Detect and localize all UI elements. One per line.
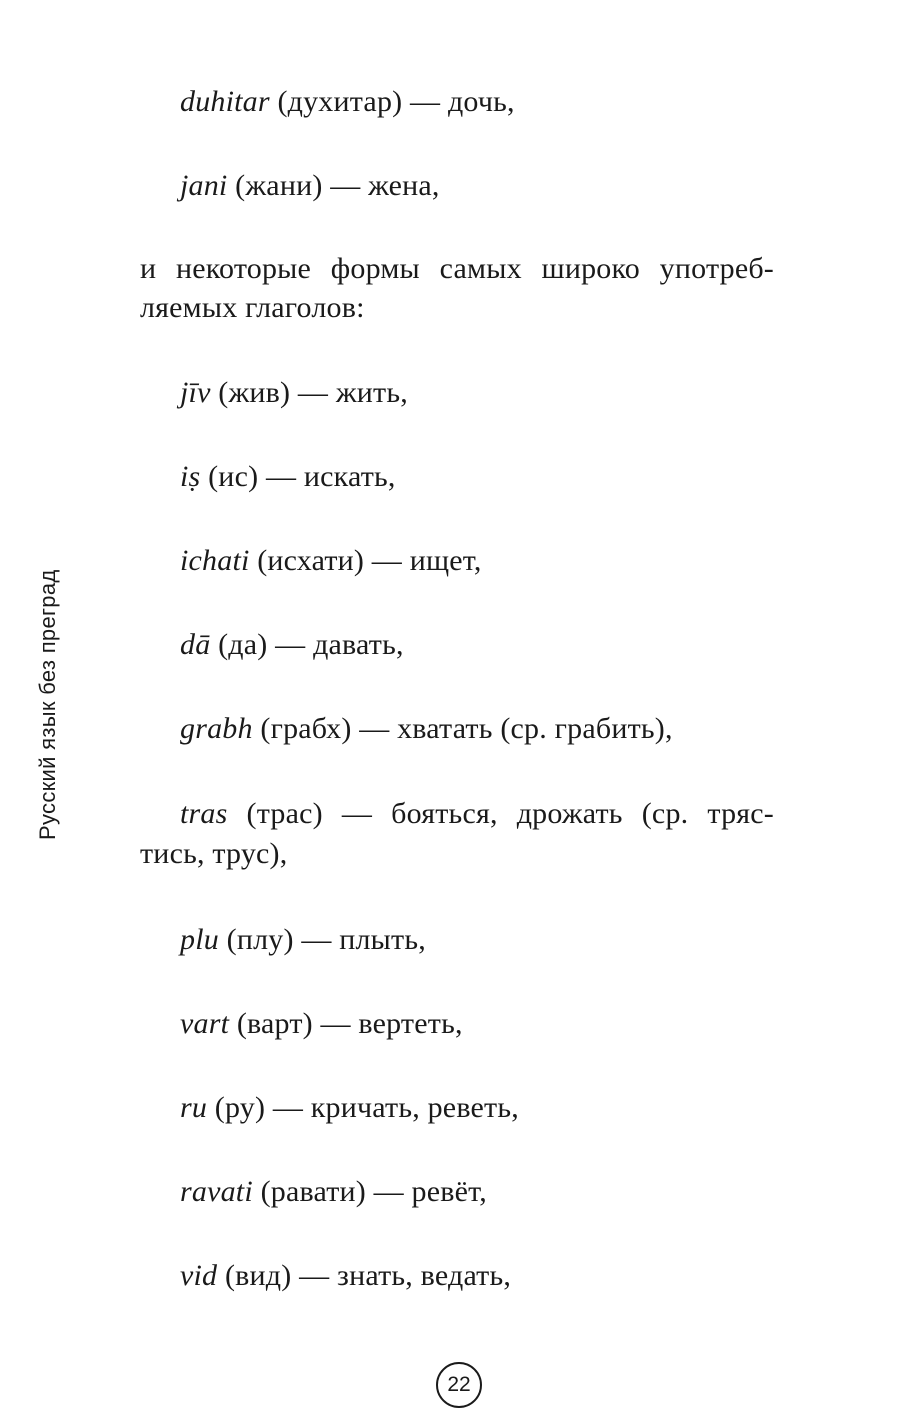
entry-line [180, 82, 515, 122]
entry-gloss: (жани) — жена, [227, 169, 440, 202]
entry-gloss: (трас) — бояться, дрожать (ср. тряс- [227, 797, 774, 830]
entry-gloss: (духитар) — дочь, [269, 85, 515, 118]
entry-gloss: (варт) — вертеть, [229, 1007, 463, 1040]
entry-term: grabh [180, 712, 253, 745]
entry-gloss: (ис) — искать, [200, 460, 396, 493]
entry-line [180, 166, 440, 206]
entry-gloss: (да) — давать, [210, 628, 404, 661]
entry-line [180, 1004, 463, 1044]
entry-continuation: тись, трус), [140, 837, 288, 870]
entry-term: plu [180, 923, 219, 956]
entry-term: vid [180, 1259, 218, 1292]
entry-term: vart [180, 1007, 230, 1040]
entry-line [180, 373, 408, 413]
entry-term: ravati [180, 1175, 253, 1208]
entry-term: jīv [180, 376, 211, 409]
entry-gloss: (жив) — жить, [210, 376, 408, 409]
entry-line [180, 1172, 487, 1212]
entry-term: ru [180, 1091, 208, 1124]
running-head: Русский язык без преград [35, 569, 60, 840]
entry-term: dā [180, 628, 211, 661]
entry-gloss: (ру) — кричать, реветь, [207, 1091, 519, 1124]
page-number: 22 [436, 1362, 482, 1408]
entry-line [180, 541, 482, 581]
entry-gloss: (равати) — ревёт, [252, 1175, 487, 1208]
entry-line [180, 920, 426, 960]
entry-term: tras [180, 797, 228, 830]
entry-term: duhitar [180, 85, 270, 118]
entry-gloss: (грабх) — хватать (ср. грабить), [252, 712, 673, 745]
entry-gloss: (вид) — знать, ведать, [217, 1259, 512, 1292]
entry-line [180, 625, 404, 665]
entry-gloss: (исхати) — ищет, [249, 544, 482, 577]
entry-term: ichati [180, 544, 250, 577]
entry-gloss: (плу) — плыть, [218, 923, 426, 956]
entry-line [180, 709, 673, 749]
entry-line [180, 794, 774, 834]
entry-line [180, 457, 396, 497]
entry-term: jani [180, 169, 228, 202]
entry-line [180, 1088, 519, 1128]
entry-line [180, 1256, 511, 1296]
entry-term: iṣ [180, 460, 201, 493]
paragraph-line: ляемых глаголов: [140, 291, 365, 324]
paragraph-line: и некоторые формы самых широко употреб- [140, 252, 774, 285]
